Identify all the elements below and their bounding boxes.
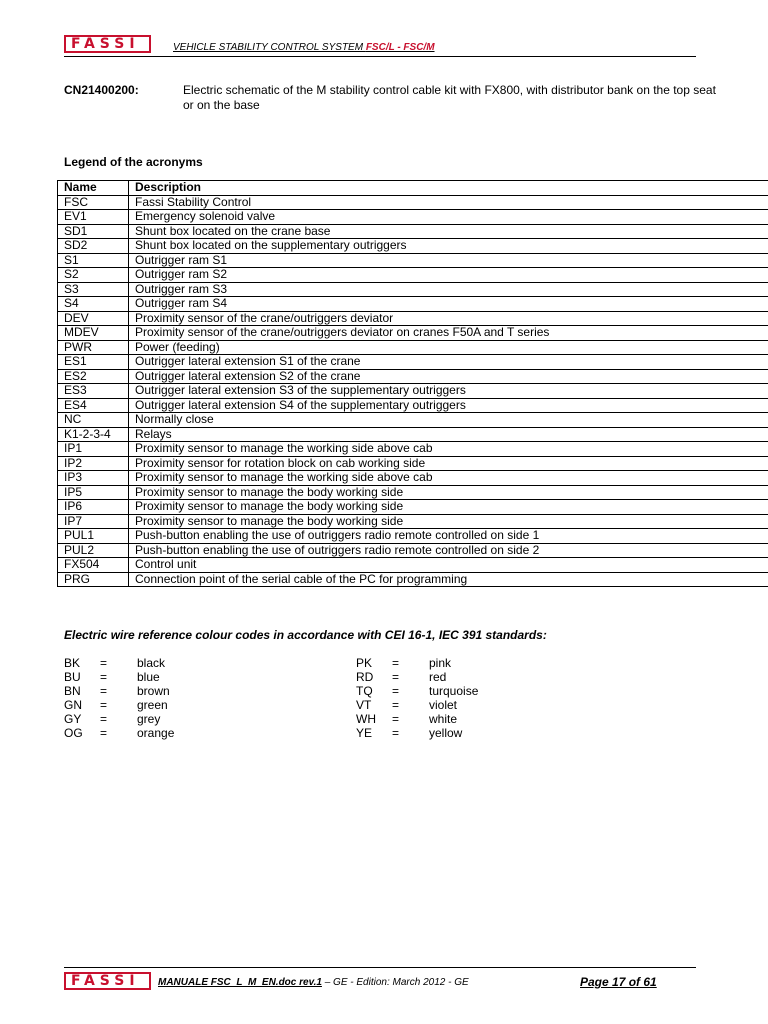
colour-code: GY — [64, 712, 82, 726]
colour-codes-right-column — [356, 656, 606, 740]
table-row — [58, 413, 768, 428]
acronym-legend-table — [57, 180, 768, 587]
table-row — [58, 558, 768, 573]
acronym-cell: FSC — [58, 195, 129, 210]
acronym-cell: IP2 — [58, 456, 129, 471]
acronym-cell: PUL2 — [58, 543, 129, 558]
header-title — [173, 42, 435, 53]
acronym-cell: IP3 — [58, 471, 129, 486]
table-row — [58, 427, 768, 442]
colour-code-row — [64, 656, 314, 670]
description-cell: Push-button enabling the use of outriggers radio remote controlled on side 1 — [129, 529, 768, 544]
acronym-cell: S1 — [58, 253, 129, 268]
table-row — [58, 326, 768, 341]
equals-sign: = — [392, 684, 400, 698]
colour-name: orange — [137, 726, 175, 740]
equals-sign: = — [100, 656, 108, 670]
colour-code: VT — [356, 698, 372, 712]
table-row — [58, 268, 768, 283]
colour-code-row — [64, 670, 314, 684]
table-row — [58, 529, 768, 544]
colour-code-row — [64, 726, 314, 740]
colour-name: yellow — [429, 726, 463, 740]
colour-name: black — [137, 656, 166, 670]
footer-doc-edition: – GE - Edition: March 2012 - GE — [321, 977, 469, 988]
table-row — [58, 485, 768, 500]
equals-sign: = — [100, 684, 108, 698]
colour-code: BN — [64, 684, 81, 698]
colour-code: BU — [64, 670, 81, 684]
table-row — [58, 239, 768, 254]
table-header-row — [58, 181, 768, 196]
page-number: Page 17 of 61 — [580, 975, 657, 989]
table-row — [58, 398, 768, 413]
colour-code-row — [356, 712, 606, 726]
table-row — [58, 253, 768, 268]
column-header-name: Name — [58, 181, 129, 196]
colour-code-row — [356, 684, 606, 698]
acronym-cell: NC — [58, 413, 129, 428]
description-cell: Proximity sensor of the crane/outriggers deviator — [129, 311, 768, 326]
colour-name: violet — [429, 698, 458, 712]
equals-sign: = — [392, 656, 400, 670]
table-row — [58, 311, 768, 326]
colour-name: blue — [137, 670, 160, 684]
description-cell: Relays — [129, 427, 768, 442]
footer-divider — [64, 967, 696, 968]
description-cell: Proximity sensor for rotation block on cab working side — [129, 456, 768, 471]
acronym-cell: PRG — [58, 572, 129, 587]
acronym-cell: S4 — [58, 297, 129, 312]
table-row — [58, 369, 768, 384]
description-cell: Outrigger ram S3 — [129, 282, 768, 297]
colour-code-row — [64, 684, 314, 698]
equals-sign: = — [100, 726, 108, 740]
fassi-logo: FASSI — [64, 35, 151, 53]
acronym-cell: FX504 — [58, 558, 129, 573]
description-cell: Outrigger ram S4 — [129, 297, 768, 312]
header-title-prefix: VEHICLE STABILITY CONTROL SYSTEM — [173, 42, 366, 53]
description-cell: Proximity sensor to manage the body working side — [129, 500, 768, 515]
equals-sign: = — [100, 712, 108, 726]
description-cell: Proximity sensor of the crane/outriggers deviator on cranes F50A and T series — [129, 326, 768, 341]
colour-name: green — [137, 698, 168, 712]
colour-codes-left-column — [64, 656, 314, 740]
colour-name: pink — [429, 656, 452, 670]
description-cell: Shunt box located on the supplementary outriggers — [129, 239, 768, 254]
acronym-cell: ES2 — [58, 369, 129, 384]
table-row — [58, 471, 768, 486]
description-cell: Outrigger lateral extension S3 of the supplementary outriggers — [129, 384, 768, 399]
table-row — [58, 572, 768, 587]
table-row — [58, 224, 768, 239]
equals-sign: = — [100, 670, 108, 684]
description-cell: Normally close — [129, 413, 768, 428]
footer-doc-name: MANUALE FSC_L_M_EN.doc rev.1 — [158, 977, 322, 988]
colour-code: GN — [64, 698, 82, 712]
table-row — [58, 282, 768, 297]
colour-code: WH — [356, 712, 376, 726]
table-row — [58, 543, 768, 558]
description-cell: Proximity sensor to manage the body working side — [129, 485, 768, 500]
colour-code-row — [356, 656, 606, 670]
colour-code: BK — [64, 656, 81, 670]
table-row — [58, 340, 768, 355]
description-cell: Outrigger lateral extension S2 of the crane — [129, 369, 768, 384]
description-cell: Push-button enabling the use of outriggers radio remote controlled on side 2 — [129, 543, 768, 558]
description-cell: Proximity sensor to manage the body working side — [129, 514, 768, 529]
colour-code-row — [64, 712, 314, 726]
acronym-cell: SD1 — [58, 224, 129, 239]
acronym-cell: EV1 — [58, 210, 129, 225]
table-row — [58, 456, 768, 471]
description-cell: Outrigger ram S2 — [129, 268, 768, 283]
equals-sign: = — [392, 670, 400, 684]
description-cell: Proximity sensor to manage the working side above cab — [129, 471, 768, 486]
table-row — [58, 297, 768, 312]
colour-code-row — [356, 726, 606, 740]
colour-code: RD — [356, 670, 374, 684]
colour-name: brown — [137, 684, 170, 698]
colour-code: OG — [64, 726, 83, 740]
footer-document-info — [158, 977, 469, 988]
description-cell: Shunt box located on the crane base — [129, 224, 768, 239]
acronym-cell: IP5 — [58, 485, 129, 500]
acronym-cell: IP6 — [58, 500, 129, 515]
colour-codes-title: Electric wire reference colour codes in accordance with CEI 16-1, IEC 391 standards: — [64, 628, 547, 642]
description-cell: Outrigger lateral extension S4 of the supplementary outriggers — [129, 398, 768, 413]
document-code: CN21400200: — [64, 83, 139, 97]
colour-name: red — [429, 670, 447, 684]
table-row — [58, 500, 768, 515]
acronym-cell: ES1 — [58, 355, 129, 370]
colour-code: TQ — [356, 684, 373, 698]
header-divider — [64, 56, 696, 57]
colour-code-row — [356, 670, 606, 684]
acronym-cell: IP7 — [58, 514, 129, 529]
column-header-description: Description — [129, 181, 768, 196]
acronym-cell: SD2 — [58, 239, 129, 254]
description-cell: Power (feeding) — [129, 340, 768, 355]
colour-code: YE — [356, 726, 373, 740]
acronym-cell: PUL1 — [58, 529, 129, 544]
table-row — [58, 355, 768, 370]
equals-sign: = — [100, 698, 108, 712]
acronym-cell: ES4 — [58, 398, 129, 413]
fassi-logo-footer: FASSI — [64, 972, 151, 990]
description-cell: Outrigger ram S1 — [129, 253, 768, 268]
description-cell: Outrigger lateral extension S1 of the crane — [129, 355, 768, 370]
colour-name: white — [429, 712, 458, 726]
acronym-cell: K1-2-3-4 — [58, 427, 129, 442]
acronym-cell: MDEV — [58, 326, 129, 341]
description-cell: Emergency solenoid valve — [129, 210, 768, 225]
equals-sign: = — [392, 698, 400, 712]
table-row — [58, 384, 768, 399]
description-cell: Fassi Stability Control — [129, 195, 768, 210]
equals-sign: = — [392, 726, 400, 740]
description-cell: Control unit — [129, 558, 768, 573]
colour-name: turquoise — [429, 684, 479, 698]
acronym-cell: IP1 — [58, 442, 129, 457]
description-cell: Proximity sensor to manage the working side above cab — [129, 442, 768, 457]
table-row — [58, 442, 768, 457]
acronym-cell: DEV — [58, 311, 129, 326]
legend-title: Legend of the acronyms — [64, 155, 203, 169]
acronym-cell: ES3 — [58, 384, 129, 399]
table-row — [58, 195, 768, 210]
acronym-cell: PWR — [58, 340, 129, 355]
table-row — [58, 514, 768, 529]
equals-sign: = — [392, 712, 400, 726]
colour-code-row — [64, 698, 314, 712]
colour-name: grey — [137, 712, 161, 726]
acronym-cell: S3 — [58, 282, 129, 297]
table-row — [58, 210, 768, 225]
colour-code-row — [356, 698, 606, 712]
legend-table-body — [58, 195, 768, 587]
colour-code: PK — [356, 656, 373, 670]
header-title-model: FSC/L - FSC/M — [365, 42, 435, 53]
acronym-cell: S2 — [58, 268, 129, 283]
description-cell: Connection point of the serial cable of the PC for programming — [129, 572, 768, 587]
document-description: Electric schematic of the M stability control cable kit with FX800, with distributor bank on the top seat or on the base — [183, 83, 716, 112]
